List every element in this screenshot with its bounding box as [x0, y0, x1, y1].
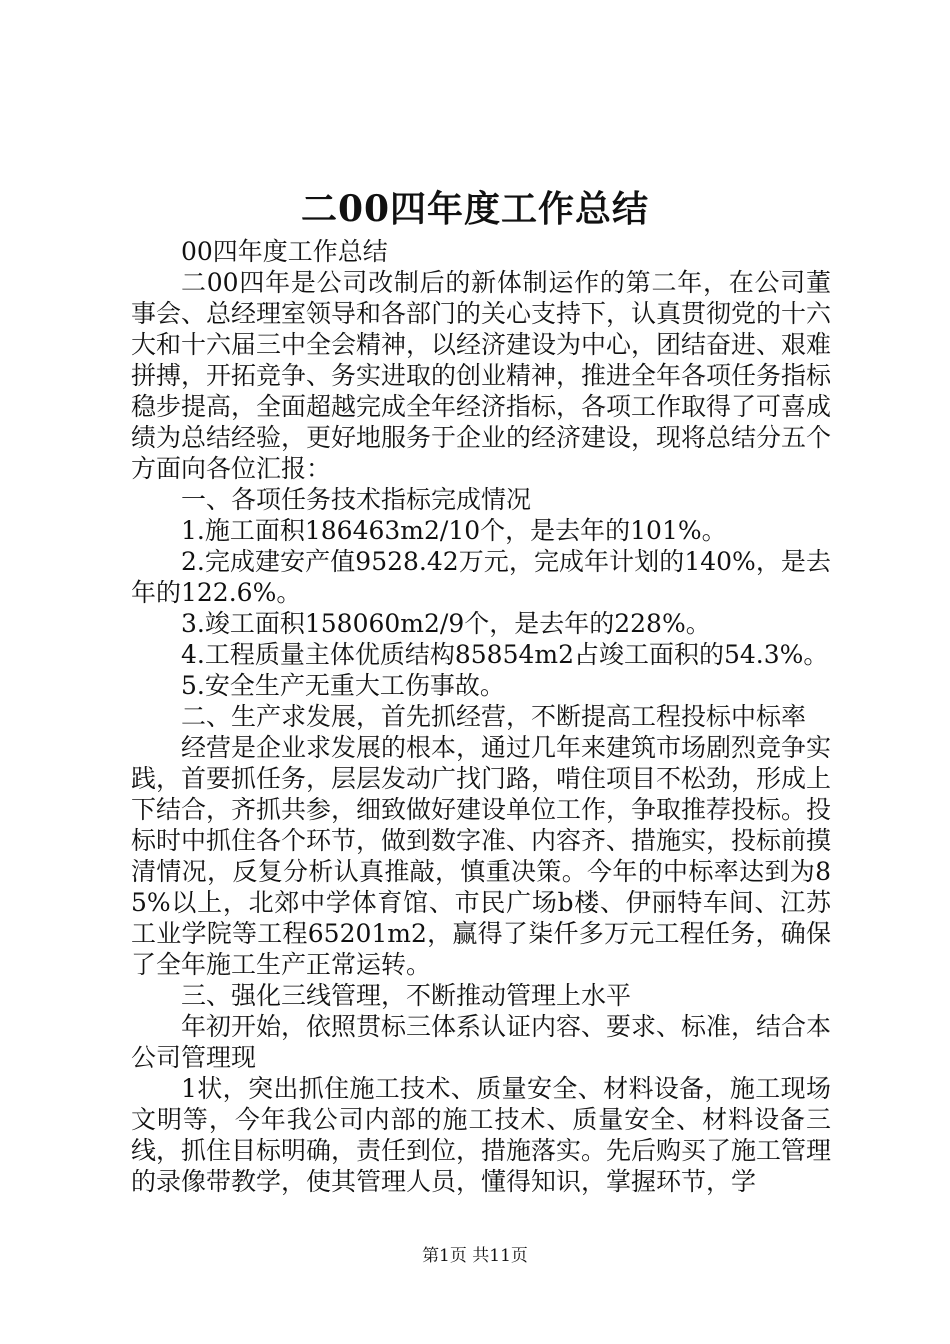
list-item: 1.施工面积186463m2/10个，是去年的101%。 — [181, 516, 727, 545]
section-heading-1: 一、各项任务技术指标完成情况 — [181, 485, 532, 514]
list-item: 5.安全生产无重大工伤事故。 — [181, 671, 505, 700]
list-item: 4.工程质量主体优质结构85854m2占竣工面积的54.3%。 — [181, 640, 829, 669]
document-title: 二00四年度工作总结 — [300, 188, 650, 230]
body-paragraph: 1状，突出抓住施工技术、质量安全、材料设备，施工现场文明等，今年我公司内部的施工技术、质量安全、材料设备三线，抓住目标明确，责任到位，措施落实。先后购买了施工管理的录像带教学，使其管理人员，懂得知识，掌握环节，学 — [131, 1074, 832, 1196]
list-item: 3.竣工面积158060m2/9个，是去年的228%。 — [181, 609, 711, 638]
section-heading-2: 二、生产求发展，首先抓经营，不断提高工程投标中标率 — [181, 702, 807, 731]
body-paragraph: 经营是企业求发展的根本，通过几年来建筑市场剧烈竞争实践，首要抓任务，层层发动广找门路，啃住项目不松劲，形成上下结合，齐抓共参，细致做好建设单位工作，争取推荐投标。投标时中抓住各个环节，做到数字准、内容齐、措施实，投标前摸清情况，反复分析认真推敲，慎重决策。今年的中标率达到为85%以上，北郊中学体育馆、市民广场b楼、伊丽特车间、江苏工业学院等工程65201m2，赢得了柒仟多万元工程任务，确保了全年施工生产正常运转。 — [131, 733, 832, 979]
section-heading-3: 三、强化三线管理，不断推动管理上水平 — [181, 981, 632, 1010]
list-item: 2.完成建安产值9528.42万元，完成年计划的140%，是去年的122.6%。 — [131, 547, 831, 607]
body-paragraph: 年初开始，依照贯标三体系认证内容、要求、标准，结合本公司管理现 — [131, 1012, 832, 1072]
document-body — [131, 236, 831, 1197]
subtitle-line: 00四年度工作总结 — [181, 237, 388, 266]
page-footer: 第1页 共11页 — [422, 1246, 528, 1266]
intro-paragraph: 二00四年是公司改制后的新体制运作的第二年，在公司董事会、总经理室领导和各部门的关心支持下，认真贯彻党的十六大和十六届三中全会精神，以经济建设为中心，团结奋进、艰难拼搏，开拓竞争、务实进取的创业精神，推进全年各项任务指标稳步提高，全面超越完成全年经济指标，各项工作取得了可喜成绩为总结经验，更好地服务于企业的经济建设，现将总结分五个方面向各位汇报： — [131, 268, 832, 483]
